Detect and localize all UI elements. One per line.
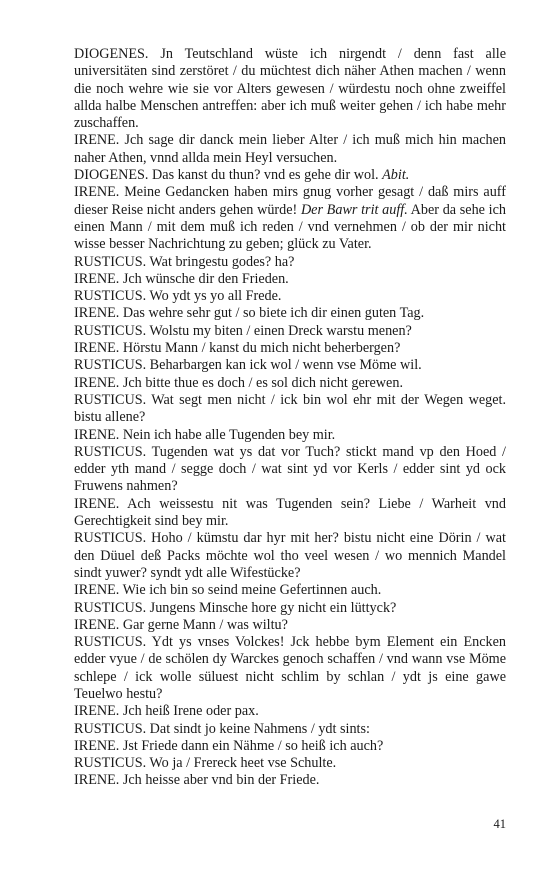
dialogue-paragraph	[74, 184, 506, 253]
dialogue-text-run: RUSTICUS. Jungens Minsche hore gy nicht ein lüttyck?	[74, 599, 397, 616]
stage-direction: Der Bawr trit auff.	[300, 201, 408, 218]
dialogue-paragraph	[74, 340, 506, 357]
dialogue-paragraph	[74, 496, 506, 531]
dialogue-text-run: RUSTICUS. Wat bringestu godes? ha?	[74, 253, 295, 270]
dialogue-paragraph	[74, 254, 506, 271]
dialogue-text-run: IRENE. Jch heiß Irene oder pax.	[74, 703, 259, 720]
dialogue-text-run: RUSTICUS. Wo ja / Frereck heet vse Schulte.	[74, 755, 337, 772]
dialogue-text-run: DIOGENES. Jn Teutschland wüste ich nirgendt / denn fast alle universitäten sind zerstöret / du müchtest dich näher Athen machen / wenn die noch wehre wie sie vor Alters gewesen / würdestu noch ohne zweiffel allda halbe Menschen antreffen: aber ich muß weiter gehen / ich habe mehr zuschaffen.	[74, 46, 506, 132]
dialogue-paragraph	[74, 634, 506, 703]
dialogue-paragraph	[74, 703, 506, 720]
dialogue-text	[74, 46, 506, 790]
dialogue-paragraph	[74, 375, 506, 392]
dialogue-text-run: IRENE. Jch heisse aber vnd bin der Friede.	[74, 772, 320, 789]
dialogue-text-run: IRENE. Hörstu Mann / kanst du mich nicht beherbergen?	[74, 340, 401, 357]
dialogue-paragraph	[74, 600, 506, 617]
dialogue-paragraph	[74, 427, 506, 444]
stage-direction: Abit.	[382, 167, 410, 184]
dialogue-paragraph	[74, 755, 506, 772]
dialogue-text-run: RUSTICUS. Beharbargen kan ick wol / wenn vse Möme wil.	[74, 357, 422, 374]
dialogue-text-run: RUSTICUS. Tugenden wat ys dat vor Tuch? stickt mand vp den Hoed / edder yth mand / segge doch / wat sint yd vor Kerls / edder sint yd ock Fruwens nahmen?	[74, 443, 506, 495]
dialogue-paragraph	[74, 392, 506, 427]
dialogue-text-run: IRENE. Ach weissestu nit was Tugenden sein? Liebe / Warheit vnd Gerechtigkeit sind bey mir.	[74, 495, 506, 530]
dialogue-text-run: RUSTICUS. Hoho / kümstu dar hyr mit her? bistu nicht eine Dörin / wat den Düuel deß Packs möchte wol tho veel wesen / wo mennich Mandel sindt yuwer? syndt ydt alle Wifestücke?	[74, 530, 506, 581]
dialogue-text-run: Aber da sehe ich einen Mann / mit dem muß ich reden / vnd vernehmen / ob der mir nicht wisse besser Nachrichtung zu geben; glück zu Vater.	[74, 201, 506, 253]
dialogue-paragraph	[74, 772, 506, 789]
dialogue-paragraph	[74, 530, 506, 582]
dialogue-paragraph	[74, 271, 506, 288]
dialogue-text-run: IRENE. Nein ich habe alle Tugenden bey mir.	[74, 426, 336, 443]
dialogue-text-run: IRENE. Wie ich bin so seind meine Gefertinnen auch.	[74, 582, 382, 599]
dialogue-text-run: IRENE. Jch sage dir danck mein lieber Alter / ich muß mich hin machen naher Athen, vnnd allda mein Heyl versuchen.	[74, 132, 506, 166]
dialogue-paragraph	[74, 46, 506, 132]
dialogue-paragraph	[74, 305, 506, 322]
dialogue-paragraph	[74, 738, 506, 755]
dialogue-text-run: IRENE. Gar gerne Mann / was wiltu?	[74, 616, 288, 633]
dialogue-paragraph	[74, 357, 506, 374]
dialogue-text-run: IRENE. Das wehre sehr gut / so biete ich dir einen guten Tag.	[74, 305, 425, 322]
dialogue-paragraph	[74, 288, 506, 305]
dialogue-paragraph	[74, 617, 506, 634]
dialogue-text-run: IRENE. Meine Gedancken haben mirs gnug vorher gesagt / daß mirs auff dieser Reise nicht anders gehen würde!	[74, 184, 506, 218]
page-number: 41	[493, 817, 506, 831]
dialogue-paragraph	[74, 582, 506, 599]
dialogue-text-run: RUSTICUS. Wat segt men nicht / ick bin wol ehr mit der Wegen weget. bistu allene?	[74, 391, 506, 426]
dialogue-text-run: RUSTICUS. Wolstu my biten / einen Dreck warstu menen?	[74, 322, 412, 339]
dialogue-paragraph	[74, 721, 506, 738]
dialogue-text-run: IRENE. Jst Friede dann ein Nähme / so heiß ich auch?	[74, 737, 384, 754]
dialogue-paragraph	[74, 132, 506, 167]
dialogue-paragraph	[74, 167, 506, 184]
dialogue-text-run: IRENE. Jch wünsche dir den Frieden.	[74, 270, 289, 287]
dialogue-paragraph	[74, 323, 506, 340]
dialogue-text-run: RUSTICUS. Dat sindt jo keine Nahmens / ydt sints:	[74, 720, 370, 737]
dialogue-text-run: DIOGENES. Das kanst du thun? vnd es gehe dir wol.	[74, 167, 383, 184]
dialogue-text-run: IRENE. Jch bitte thue es doch / es sol dich nicht gerewen.	[74, 374, 403, 391]
dialogue-paragraph	[74, 444, 506, 496]
dialogue-text-run: RUSTICUS. Ydt ys vnses Volckes! Jck hebbe bym Element ein Encken edder vyue / de schölen dy Warckes genoch schaffen / vnd wann vse Möme schlepe / ick wolle süluest nicht schlim by schlan / ydt js eine gawe Teuelwo hestu?	[74, 634, 506, 702]
dialogue-text-run: RUSTICUS. Wo ydt ys yo all Frede.	[74, 288, 282, 305]
